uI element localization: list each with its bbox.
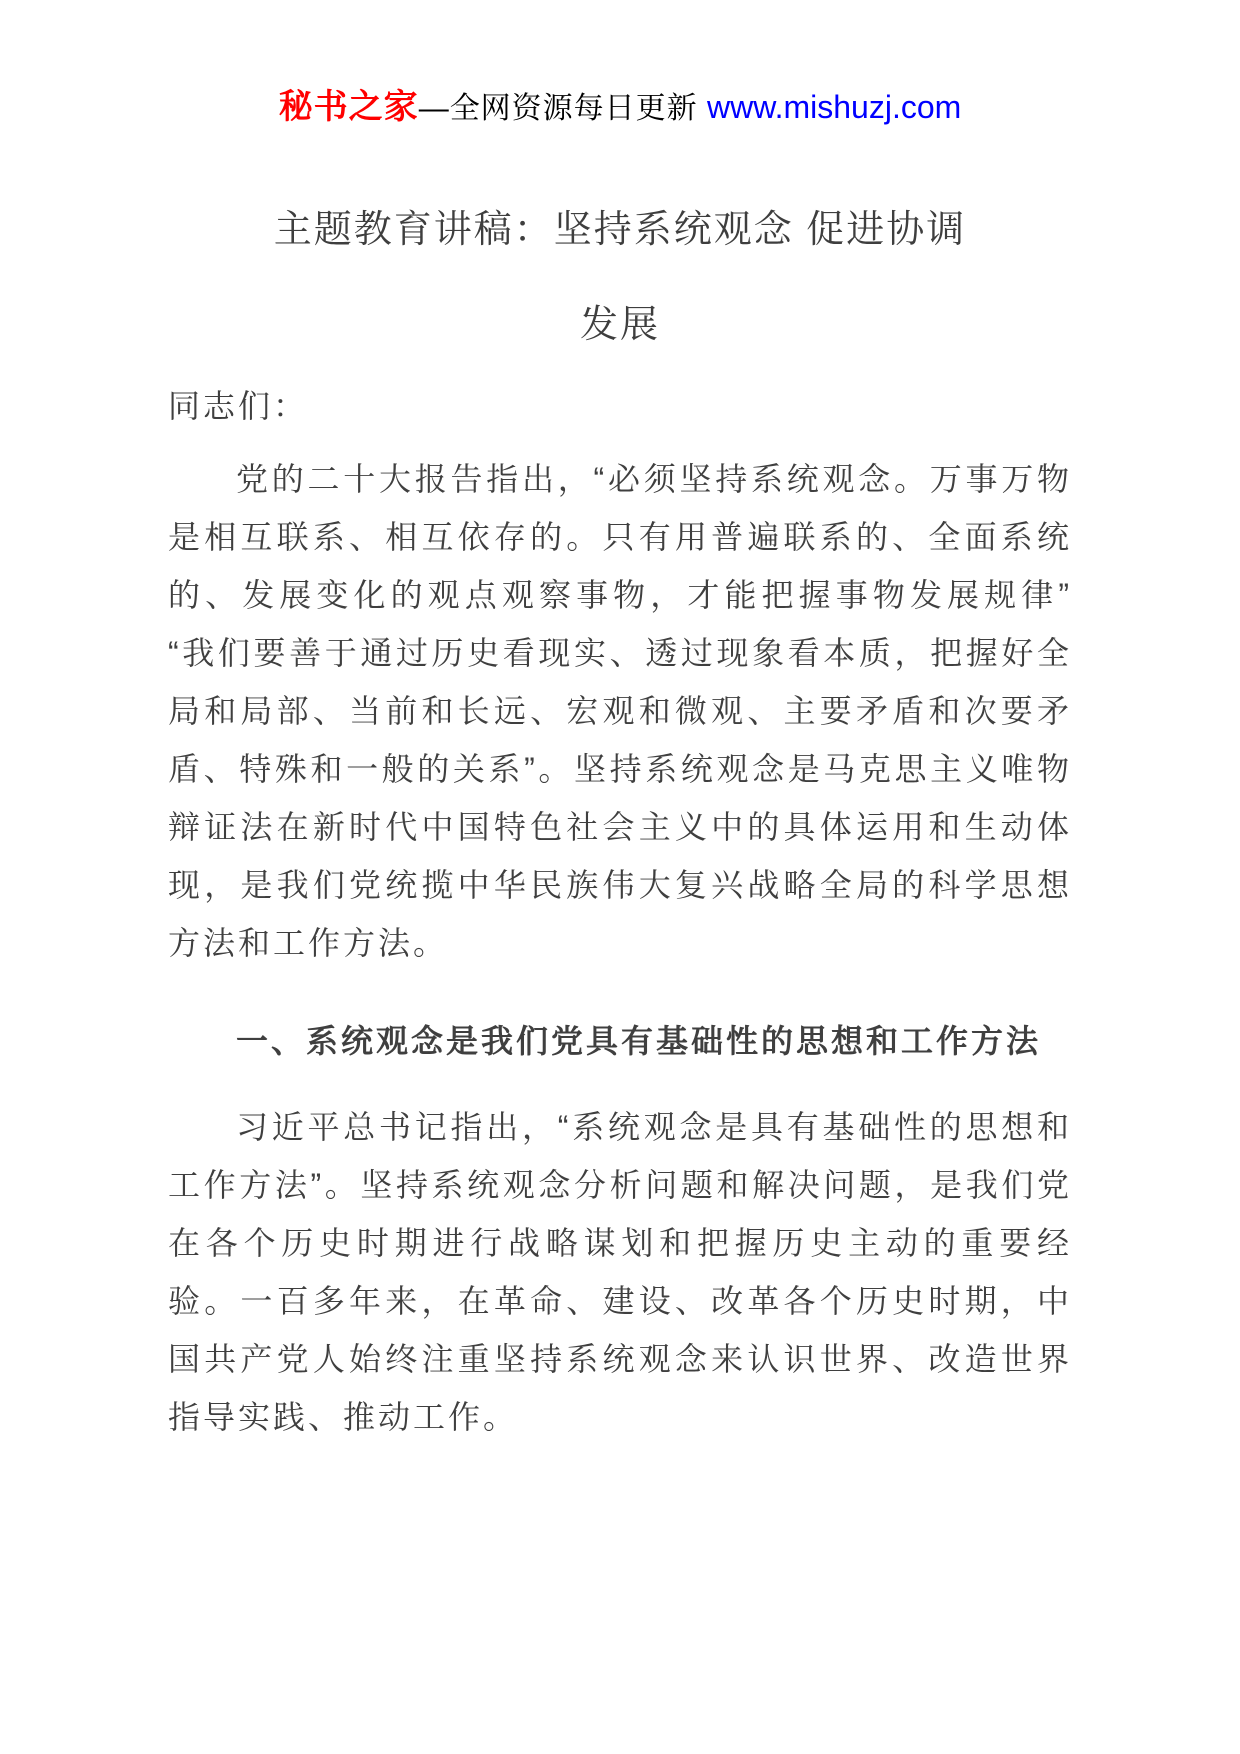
- site-tagline: —全网资源每日更新: [418, 92, 708, 125]
- document-title: [168, 183, 1072, 373]
- document-title-line2: 发展: [579, 304, 660, 346]
- site-header: [0, 0, 1240, 135]
- site-url-link[interactable]: www.mishuzj.com: [707, 89, 962, 125]
- section-1-heading: 一、系统观念是我们党具有基础性的思想和工作方法: [236, 1023, 1042, 1059]
- paragraph-2: 习近平总书记指出，“系统观念是具有基础性的思想和工作方法”。坚持系统观念分析问题和解决问题，是我们党在各个历史时期进行战略谋划和把握历史主动的重要经验。一百多年来，在革命、建设、改革各个历史时期，中国共产党人始终注重坚持系统观念来认识世界、改造世界指导实践、推动工作。: [168, 1109, 1072, 1435]
- salutation: 同志们：: [168, 388, 309, 424]
- document-title-line1: 主题教育讲稿：坚持系统观念 促进协调: [273, 209, 967, 251]
- document-body: [168, 377, 1072, 1446]
- paragraph-1: 党的二十大报告指出，“必须坚持系统观念。万事万物是相互联系、相互依存的。只有用普遍联系的、全面系统的、发展变化的观点观察事物，才能把握事物发展规律” “我们要善于通过历史看现实、透过现象看本质，把握好全局和局部、当前和长远、宏观和微观、主要矛盾和次要矛盾、特殊和一般的关系”。坚持系统观念是马克思主义唯物辩证法在新时代中国特色社会主义中的具体运用和生动体现，是我们党统揽中华民族伟大复兴战略全局的科学思想方法和工作方法。: [168, 461, 1072, 961]
- site-brand: 秘书之家: [278, 88, 419, 126]
